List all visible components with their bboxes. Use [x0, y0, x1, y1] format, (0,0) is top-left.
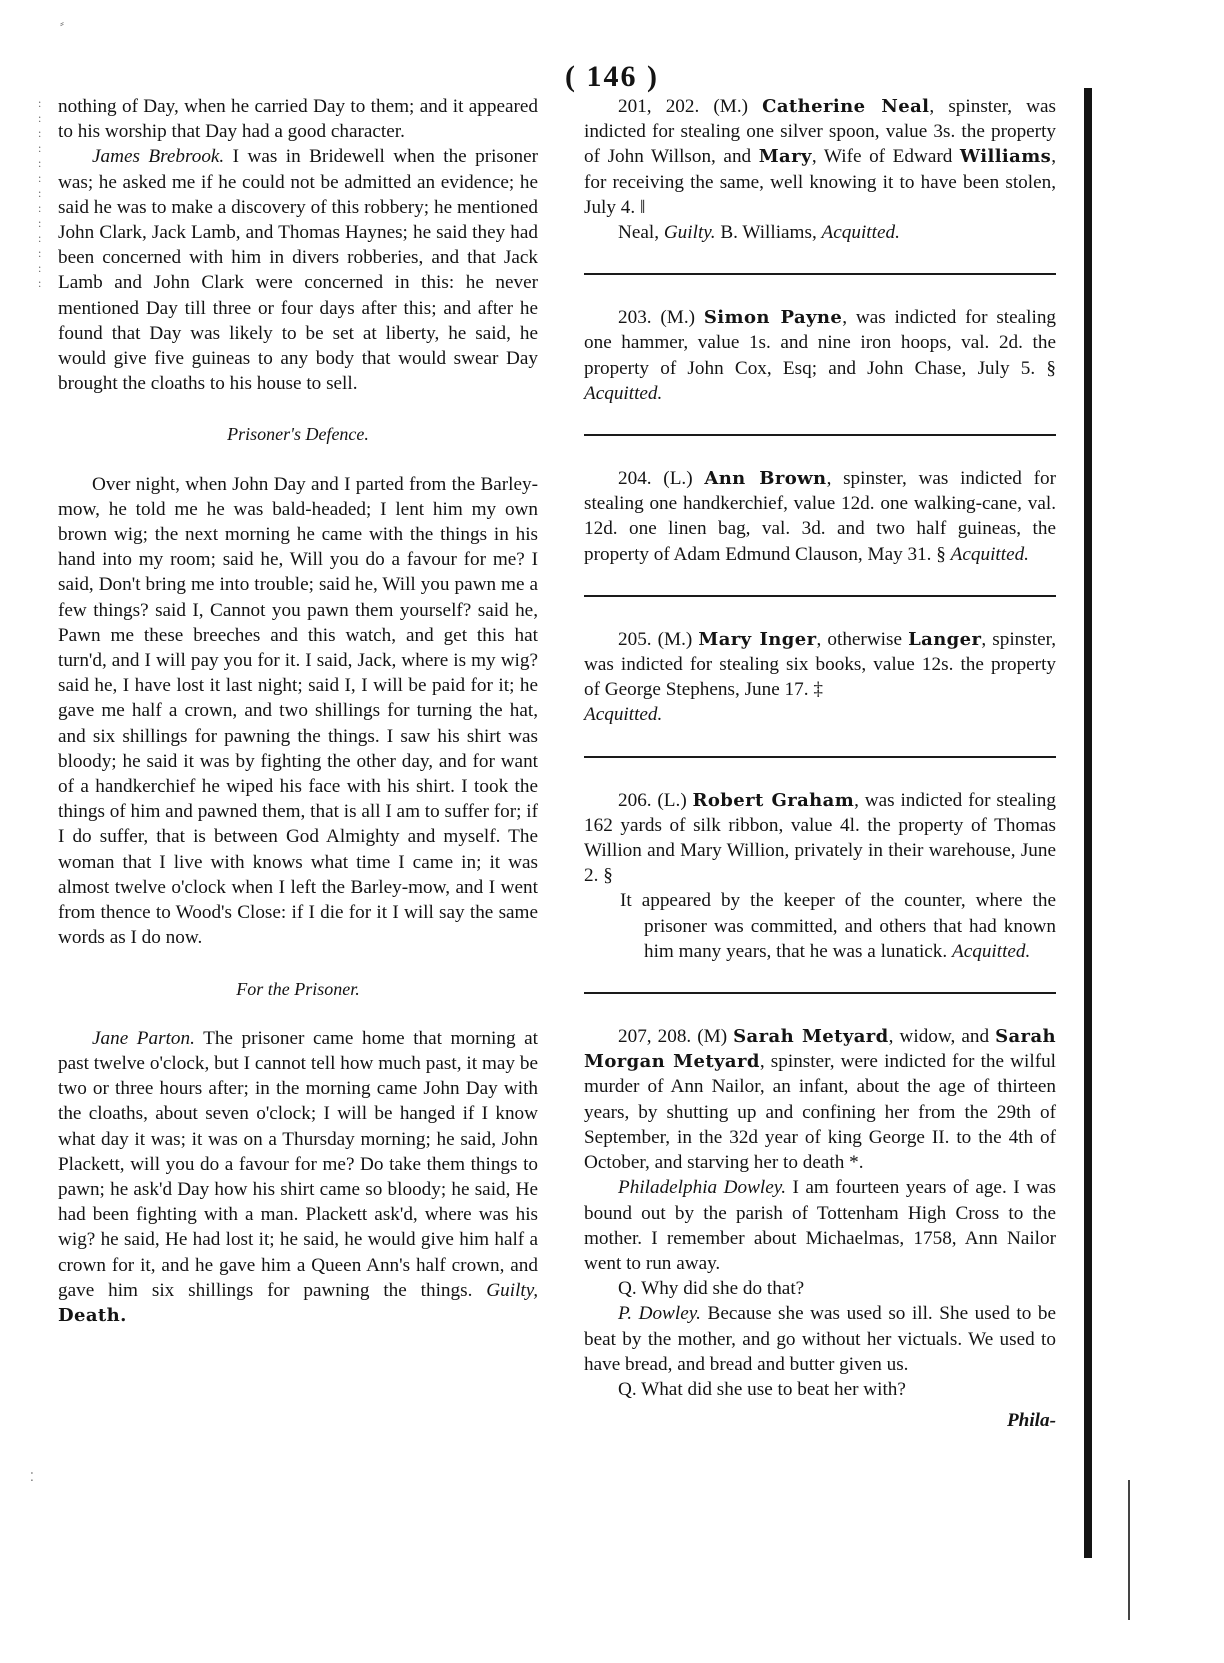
divider — [584, 756, 1056, 758]
case-text: , spinster, was indicted for stealing six books, value 12s. the property of George Stephens, June 17. ‡ — [584, 628, 1057, 701]
defendant-name: Simon Payne — [703, 307, 843, 329]
verdict-text: B. Williams, — [715, 222, 822, 244]
section-heading-for-prisoner: For the Prisoner. — [236, 978, 360, 999]
answer — [584, 1301, 1056, 1377]
verdict: Acquitted. — [821, 222, 900, 244]
testimony-text: I was in Bridewell when the prisoner was; he asked me if he could not be admitted an evidence; he said he was to make a discovery of this robbery; he mentioned John Clark, Jack Lamb, and Thomas Haynes; he said they had been concerned with him in divers robberies, and that Jack Lamb and John Clark were concerned in this: he never mentioned Day till three or four days after this; and after he found that Day was likely to be set at liberty, he said, he would give five guineas to any body that would swear Day brought the cloaths to his house to sell. — [58, 146, 538, 395]
speaker-name: James Brebrook. — [92, 146, 225, 168]
testimony-text: The prisoner came home that morning at past twelve o'clock, but I cannot tell how much past, it may be two or three hours after; in the morning came John Day with the cloaths, about seven o'clock; I will be hanged if I know what day it was; it was on a Thursday morning; he said, John Plackett, will you do a favour for me? Do take them things to pawn; he ask'd Day how his shirt came so bloody; he said, He had been fighting with a man. Plackett ask'd, where was his wig? he said, He had lost it; he said, he would give him half a crown for it, and he gave him a Queen Ann's half crown, and gave him six shillings for pawning the things. — [58, 1027, 538, 1301]
catchword: Phila- — [1006, 1410, 1056, 1432]
verdict: Guilty. — [663, 222, 716, 244]
case-number: 201, 202. (M.) — [618, 96, 763, 117]
case-number: 203. (M.) — [618, 307, 704, 329]
verdict-text: Neal, — [618, 222, 664, 244]
verdict: Acquitted. — [584, 704, 663, 726]
defendant-name: Robert Graham — [692, 789, 855, 811]
case-number: 205. (M.) — [618, 628, 699, 650]
testimony-text: I am fourteen years of age. I was bound out by the parish of Tottenham High Cross to the mother. I remember about Michaelmas, 1758, Ann Nailor went to run away. — [584, 1177, 1056, 1274]
case-verdict — [584, 702, 1056, 727]
case-text: , Wife of Edward — [811, 146, 960, 168]
case-text: , widow, and — [888, 1026, 996, 1048]
testimony-brebrook — [58, 144, 538, 396]
case-entry-201 — [584, 94, 1056, 220]
defendant-name: Williams — [959, 146, 1052, 168]
case-entry-206 — [584, 788, 1056, 889]
divider — [584, 434, 1056, 436]
defendant-name: Catherine Neal — [762, 96, 930, 117]
defendant-name: Sarah Morgan Metyard — [584, 1026, 1056, 1073]
case-note — [620, 888, 1056, 964]
testimony-text: Because she was used so ill. She used to be beat by the mother, and go without her victuals. We used to have bread, and bread and butter given us. — [584, 1303, 1056, 1375]
divider — [584, 273, 1056, 275]
case-entry-205 — [584, 627, 1056, 703]
speaker-name: Philadelphia Dowley. — [618, 1177, 786, 1199]
verdict: Acquitted. — [584, 382, 663, 404]
case-entry-204 — [584, 466, 1056, 567]
question: Q. Why did she do that? — [618, 1278, 805, 1300]
case-text: , for receiving the same, well knowing it to have been stolen, July 4. ‖ — [584, 146, 1057, 218]
defendant-name: Sarah Metyard — [733, 1026, 889, 1048]
speaker-name: Jane Parton. — [92, 1027, 195, 1049]
case-text: , spinster, was indicted for stealing one silver spoon, value 3s. the property of John Willson, and — [584, 96, 1056, 168]
verdict: Acquitted. — [951, 940, 1031, 962]
note-text: It appeared by the keeper of the counter, where the prisoner was committed, and others that had known him many years, that he was a lunatick. — [620, 890, 1056, 962]
testimony-parton — [58, 1026, 538, 1328]
page-number: ( 146 ) — [565, 60, 659, 93]
case-number: 207, 208. (M) — [618, 1026, 734, 1048]
speaker-name: P. Dowley. — [618, 1303, 701, 1325]
case-entry-203 — [584, 305, 1056, 406]
case-text: , spinster, were indicted for the wilful murder of Ann Nailor, an infant, about the age of thirteen years, by shutting up and confining her from the 29th of September, in the 32d year of king George II. to the 4th of October, and starving her to death *. — [584, 1051, 1057, 1174]
left-column — [58, 94, 538, 1328]
verdict: Guilty, — [486, 1279, 538, 1301]
case-text: , was indicted for stealing one hammer, value 1s. and nine iron hoops, val. 2d. the property of John Cox, Esq; and John Chase, July 5. § — [584, 307, 1057, 379]
case-number: 206. (L.) — [618, 789, 693, 811]
case-text: , otherwise — [816, 628, 909, 650]
testimony-dowley — [584, 1175, 1056, 1276]
defendant-name: Mary — [758, 146, 812, 168]
scan-edge-line — [1128, 1480, 1130, 1620]
margin-mark: : : : : : : : : : : : : : — [38, 96, 42, 290]
margin-mark: ⁚ — [30, 1470, 34, 1484]
question: Q. What did she use to beat her with? — [618, 1378, 906, 1400]
case-number: 204. (L.) — [618, 468, 705, 490]
divider — [584, 595, 1056, 597]
right-column — [584, 94, 1056, 1433]
case-entry-207 — [584, 1024, 1056, 1175]
scan-edge-bar — [1084, 88, 1092, 1558]
prisoner-defence: Over night, when John Day and I parted from the Barley-mow, he told me he was bald-headed; I lent him my own brown wig; the next morning he came with the things in his hand into my room; said he, Will you do a favour for me? I said, Don't bring me into trouble; said he, Will you pawn me a few things? said I, Cannot you pawn them yourself? said he, Pawn me these breeches and this watch, and get this hat turn'd, and I will pay you for it. I said, Jack, where is my wig? said he, I have lost it last night; said I, I will be paid for it; he gave me half a crown, and two shillings for turning the hat, and six shillings for pawning the things. I saw his shirt was bloody; he said it was by fighting the other day, and for want of a handkerchief he wiped his face with his shirt. I took the things of him and pawned them, that is all I am to suffer for; if I do suffer, that is between God Almighty and myself. The woman that I live with knows what time I came in; it was almost twelve o'clock when I left the Barley-mow, and I went from thence to Wood's Close: if I die for it I will say the same words as I do now. — [58, 473, 538, 949]
paragraph: nothing of Day, when he carried Day to them; and it appeared to his worship that Day had a good character. — [58, 96, 538, 143]
sentence: Death. — [58, 1304, 127, 1326]
defendant-name: Ann Brown — [704, 468, 827, 490]
defendant-name: Mary Inger — [698, 628, 817, 650]
section-heading-defence: Prisoner's Defence. — [227, 424, 369, 445]
verdict: Acquitted. — [950, 543, 1029, 565]
case-text: , spinster, was indicted for stealing one handkerchief, value 12d. one walking-cane, val. 12d. one linen bag, val. 3d. and two half guineas, the property of Adam Edmund Clauson, May 31. § — [584, 468, 1056, 565]
case-text: , was indicted for stealing 162 yards of silk ribbon, value 4l. the property of Thomas Willion and Mary Willion, privately in their warehouse, June 2. § — [584, 789, 1056, 887]
case-verdict — [584, 220, 1056, 245]
margin-mark: ⸗ — [60, 16, 64, 30]
divider — [584, 992, 1056, 994]
defendant-name: Langer — [908, 628, 982, 650]
